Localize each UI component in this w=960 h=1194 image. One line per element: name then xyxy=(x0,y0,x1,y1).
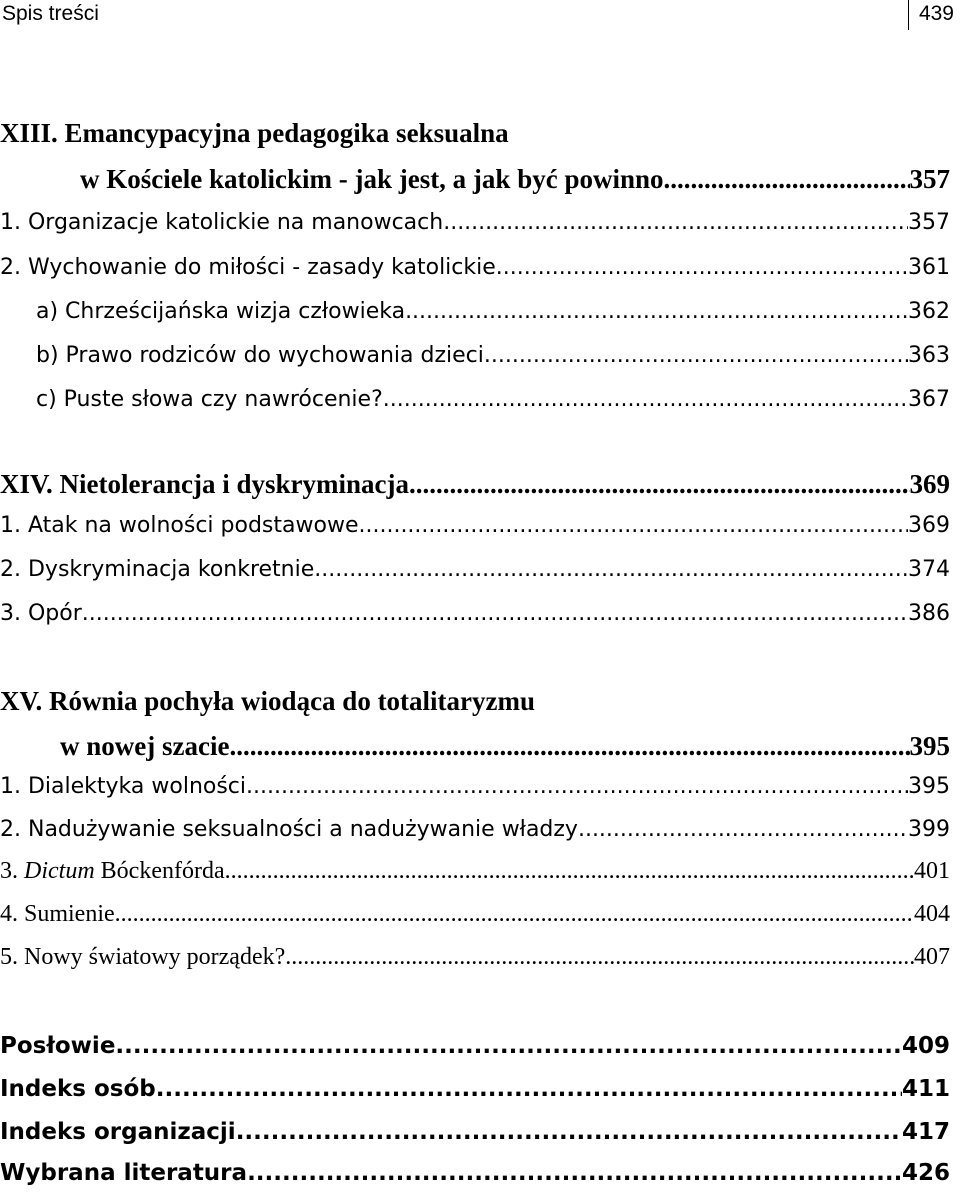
toc-entry: w nowej szacie ..... 395 xyxy=(60,731,950,762)
dot-leader xyxy=(409,469,910,500)
toc-entry: 3. Opór ..... 386 xyxy=(0,601,950,626)
toc-entry: Wybrana literatura ..... 426 xyxy=(0,1160,950,1186)
toc-entry: 4. Sumienie ..... 404 xyxy=(0,901,950,928)
dot-leader xyxy=(314,557,908,582)
toc-entry: 2. Dyskryminacja konkretnie ..... 374 xyxy=(0,557,950,582)
dot-leader xyxy=(115,901,914,928)
toc-entry: Indeks organizacji ..... 417 xyxy=(0,1119,950,1145)
dot-leader xyxy=(443,210,908,235)
running-header-title: Spis treści xyxy=(2,2,99,25)
toc-entry: b) Prawo rodziców do wychowania dzieci ..... 363 xyxy=(36,343,950,368)
dot-leader xyxy=(664,164,910,195)
dot-leader xyxy=(229,731,909,762)
toc-entry: c) Puste słowa czy nawrócenie? ..... 367 xyxy=(36,387,950,412)
toc-entry: 1. Organizacje katolickie na manowcach ..... 357 xyxy=(0,210,950,235)
dot-leader xyxy=(236,1119,902,1145)
toc-entry: 2. Nadużywanie seksualności a nadużywanie władzy ..... 399 xyxy=(0,817,950,842)
toc-entry: 2. Wychowanie do miłości - zasady katolickie ..... 361 xyxy=(0,255,950,280)
toc-entry: 1. Atak na wolności podstawowe ..... 369 xyxy=(0,513,950,538)
dot-leader xyxy=(156,1076,902,1102)
toc-chapter-heading: XIV. Nietolerancja i dyskryminacja ..... 369 xyxy=(0,469,950,500)
page-number: 439 xyxy=(908,0,954,30)
toc-entry: w Kościele katolickim - jak jest, a jak być powinno ..... 357 xyxy=(80,164,950,195)
dot-leader xyxy=(496,255,908,280)
toc-entry: a) Chrześcijańska wizja człowieka ..... 362 xyxy=(36,299,950,324)
dot-leader xyxy=(578,817,908,842)
dot-leader xyxy=(246,774,908,799)
dot-leader xyxy=(405,299,908,324)
toc-chapter-heading: XIII. Emancypacyjna pedagogika seksualna xyxy=(0,118,509,148)
toc-entry: 1. Dialektyka wolności ..... 395 xyxy=(0,774,950,799)
toc-entry: 5. Nowy światowy porządek? ..... 407 xyxy=(0,944,950,971)
dot-leader xyxy=(82,601,908,626)
dot-leader xyxy=(285,944,914,971)
dot-leader xyxy=(247,1160,902,1186)
dot-leader xyxy=(484,343,908,368)
toc-entry: Indeks osób ..... 411 xyxy=(0,1076,950,1102)
dot-leader xyxy=(225,858,914,885)
page-header xyxy=(0,0,960,36)
toc-entry: Posłowie ..... 409 xyxy=(0,1033,950,1059)
dot-leader xyxy=(383,387,908,412)
dot-leader xyxy=(358,513,908,538)
toc-entry: 3. Dictum Bóckenfórda ..... 401 xyxy=(0,858,950,885)
toc-chapter-heading: XV. Równia pochyła wiodąca do totalitaryzmu xyxy=(0,686,536,716)
dot-leader xyxy=(115,1033,902,1059)
